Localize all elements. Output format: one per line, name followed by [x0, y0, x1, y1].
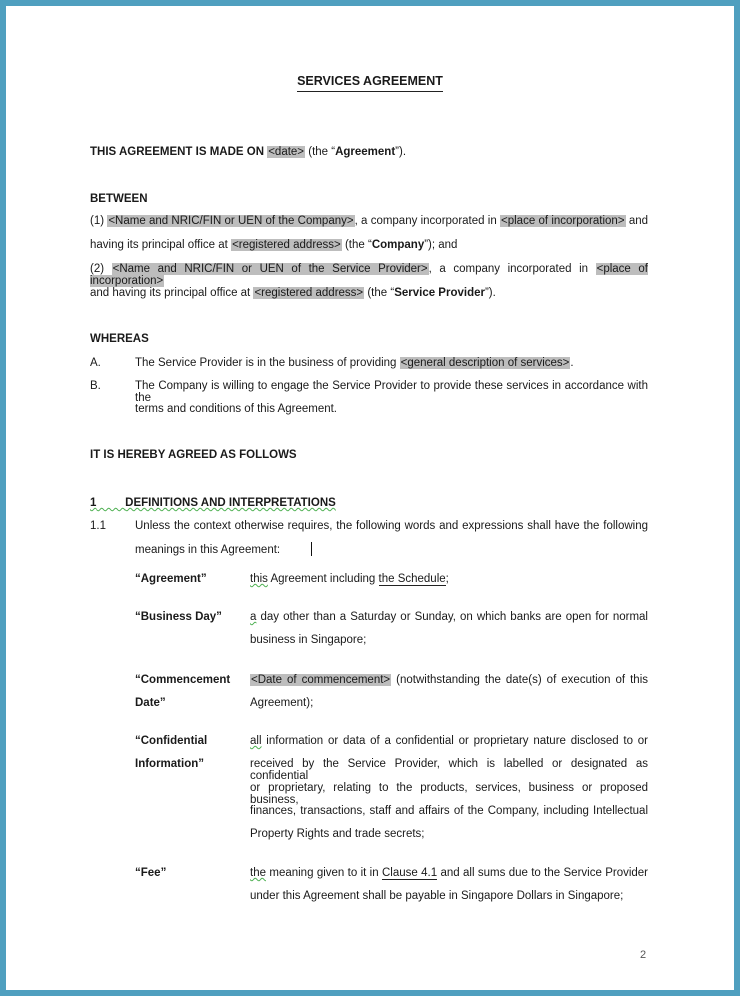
definition-term: “Commencement	[135, 674, 231, 686]
definition-text: business in Singapore;	[250, 634, 367, 646]
definition-term: Information”	[135, 758, 204, 770]
definition-text: Property Rights and trade secrets;	[250, 828, 425, 840]
definition-text: all information or data of a confidential or proprietary nature disclosed to or	[250, 735, 648, 747]
clause-1-1-number: 1.1	[90, 520, 106, 532]
definition-text: or proprietary, relating to the products, services, business or proposed business,	[250, 782, 648, 806]
schedule-link[interactable]: the Schedule	[378, 573, 446, 585]
definition-term: “Agreement”	[135, 573, 207, 585]
recital-b-label: B.	[90, 380, 101, 392]
party2-line1: (2) <Name and NRIC/FIN or UEN of the Service Provider>, a company incorporated in <place of incorporation>	[90, 263, 648, 287]
intro-line: THIS AGREEMENT IS MADE ON <date> (the “Agreement”).	[90, 146, 407, 158]
definition-term: “Fee”	[135, 867, 167, 879]
definition-text: finances, transactions, staff and affairs of the Company, including Intellectual	[250, 805, 648, 817]
party2-line2: and having its principal office at <registered address> (the “Service Provider”).	[90, 287, 496, 299]
date-placeholder: <date>	[268, 146, 305, 158]
between-heading: BETWEEN	[90, 193, 148, 205]
clause-1-1-line2: meanings in this Agreement:	[135, 544, 281, 556]
definition-text: Agreement);	[250, 697, 314, 709]
party1-line2: having its principal office at <registered address> (the “Company”); and	[90, 239, 458, 251]
recital-b-line2: terms and conditions of this Agreement.	[135, 403, 337, 415]
definition-term: “Business Day”	[135, 611, 222, 623]
agreed-heading: IT IS HEREBY AGREED AS FOLLOWS	[90, 449, 297, 461]
definition-text: a day other than a Saturday or Sunday, on which banks are open for normal	[250, 611, 648, 623]
definition-term: “Confidential	[135, 735, 208, 747]
definition-text: this Agreement including the Schedule;	[250, 573, 449, 585]
clause-1-1-line1: Unless the context otherwise requires, the following words and expressions shall have the following	[135, 520, 648, 532]
whereas-heading: WHEREAS	[90, 333, 149, 345]
page-number: 2	[640, 949, 647, 961]
definition-text: <Date of commencement> (notwithstanding the date(s) of execution of this	[251, 674, 649, 686]
recital-a-text: The Service Provider is in the business of providing <general description of services>.	[135, 357, 574, 369]
definition-text: under this Agreement shall be payable in Singapore Dollars in Singapore;	[250, 890, 624, 902]
clause-4-1-link[interactable]: Clause 4.1	[382, 867, 438, 879]
definition-text: the meaning given to it in Clause 4.1 and all sums due to the Service Provider	[250, 867, 649, 879]
text-cursor	[311, 542, 312, 556]
definition-term: Date”	[135, 697, 166, 709]
recital-a-label: A.	[90, 357, 101, 369]
recital-b-line1: The Company is willing to engage the Service Provider to provide these services in accordance with the	[135, 380, 648, 404]
section1-heading: 1 DEFINITIONS AND INTERPRETATIONS	[90, 497, 336, 509]
definition-text: received by the Service Provider, which is labelled or designated as confidential	[250, 758, 648, 782]
document-title: SERVICES AGREEMENT	[0, 74, 740, 88]
party1-line1: (1) <Name and NRIC/FIN or UEN of the Company>, a company incorporated in <place of incorporation> and	[90, 215, 648, 227]
